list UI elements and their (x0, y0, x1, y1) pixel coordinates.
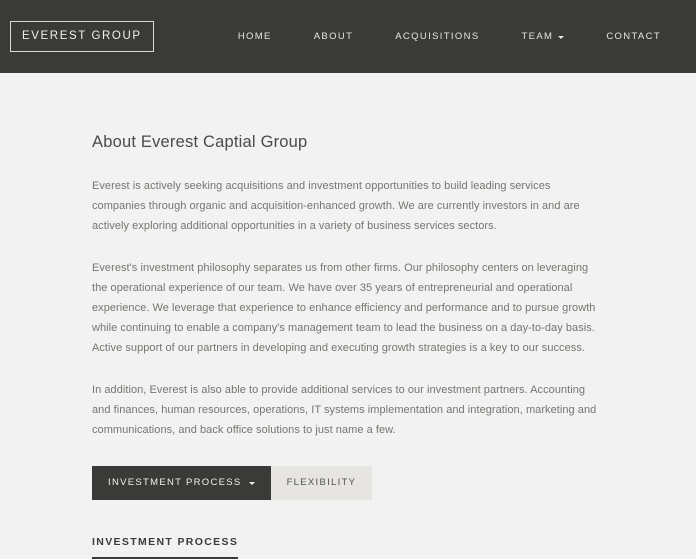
paragraph-2: Everest's investment philosophy separates us from other firms. Our philosophy centers on leveraging the operational experience of our team. We have over 35 years of entrepreneurial and operational experience. We leverage that experience to enhance efficiency and performance and to pursue growth while continuing to enable a company's management team to lead the business on a day-to-day basis. Active support of our partners in developing and executing growth strategies is a key to our success. (92, 262, 596, 354)
tab-bar (92, 466, 600, 500)
nav-item-label: ABOUT (313, 31, 354, 42)
tab-label: FLEXIBILITY (286, 477, 357, 488)
nav-item-contact[interactable] (585, 31, 682, 42)
section-heading-wrapper (92, 532, 600, 559)
chevron-down-icon (558, 36, 564, 39)
nav-item-label: CONTACT (606, 31, 661, 42)
nav-item-label: TEAM (521, 31, 554, 42)
section-heading: INVESTMENT PROCESS (92, 536, 238, 559)
tab-investment-process[interactable] (92, 466, 271, 500)
nav-item-about[interactable] (293, 31, 374, 42)
nav-item-acquisitions[interactable] (374, 31, 500, 42)
tab-flexibility[interactable] (271, 466, 373, 500)
paragraph-3: In addition, Everest is also able to provide additional services to our investment partners. Accounting and finances, human resources, operations, IT systems implementation and integration, marketing and communications, and back office solutions to just name a few. (92, 384, 597, 436)
chevron-down-icon (249, 482, 255, 485)
nav-item-label: ACQUISITIONS (395, 31, 480, 42)
site-header (0, 0, 696, 73)
page-title: About Everest Captial Group (92, 133, 308, 151)
main-content (0, 73, 696, 559)
paragraph-1: Everest is actively seeking acquisitions and investment opportunities to build leading services companies through organic and acquisition-enhanced growth. We are currently investors in and are actively exploring additional opportunities in a variety of business services sectors. (92, 180, 580, 232)
site-logo[interactable]: EVEREST GROUP (10, 21, 154, 52)
main-navigation (217, 31, 696, 42)
nav-item-label: HOME (237, 31, 272, 42)
nav-item-home[interactable] (217, 31, 293, 42)
nav-item-team[interactable] (501, 31, 586, 42)
tab-label: INVESTMENT PROCESS (108, 477, 242, 488)
